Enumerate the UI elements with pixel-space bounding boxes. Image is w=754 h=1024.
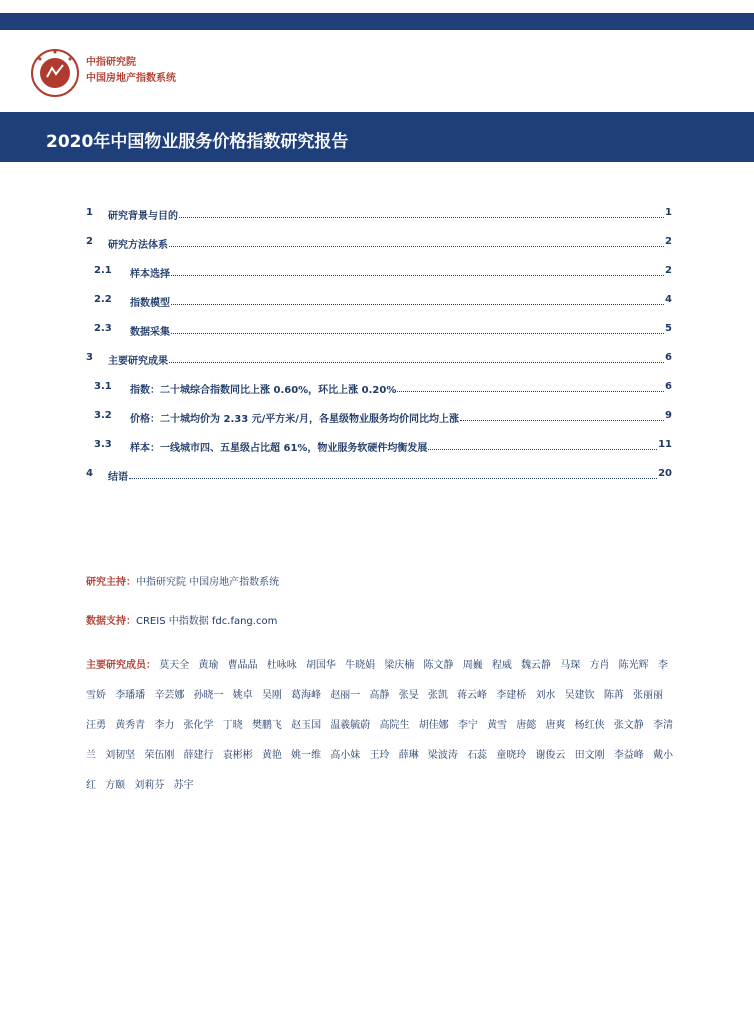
member-name: 张丽丽: [633, 690, 663, 701]
toc-entry[interactable]: [86, 410, 672, 439]
member-name: 周巍: [462, 660, 483, 671]
toc-number: 3.3: [94, 439, 112, 450]
member-name: 姚卓: [232, 690, 253, 701]
member-name: 马琛: [560, 660, 581, 671]
member-name: 葛海峰: [291, 690, 322, 701]
toc-leader: [171, 265, 664, 276]
toc-label: 样本选择: [130, 269, 170, 280]
member-name: 孙晓一: [193, 690, 224, 701]
member-name: 辛芸娜: [154, 690, 185, 701]
page-title: 2020年中国物业服务价格指数研究报告: [46, 132, 349, 152]
toc-entry[interactable]: [86, 468, 672, 497]
member-name: 李力: [154, 720, 175, 731]
member-name: 丁晓: [222, 720, 243, 731]
toc-leader: [171, 294, 664, 305]
member-name: 童晓玲: [496, 750, 527, 761]
toc-page-number: 20: [658, 468, 672, 479]
member-name: 李益峰: [613, 750, 644, 761]
toc-leader: [460, 410, 664, 421]
member-name: 方肖: [589, 660, 610, 671]
member-name: 李建桥: [496, 690, 527, 701]
member-name: 黄瑜: [198, 660, 219, 671]
toc-label: 指数：二十城综合指数同比上涨 0.60%，环比上涨 0.20%: [130, 385, 397, 396]
member-name: 高静: [369, 690, 390, 701]
toc-label: 研究背景与目的: [108, 211, 178, 222]
member-name: 樊鹏飞: [251, 720, 282, 731]
org-name: 中指研究院: [86, 57, 136, 68]
toc-label: 指数模型: [130, 298, 170, 309]
toc-label: 主要研究成果: [108, 356, 168, 367]
research-host-key: 研究主持：: [86, 577, 136, 588]
toc-number: 3.2: [94, 410, 112, 421]
member-name: 胡佳娜: [418, 720, 449, 731]
member-name: 黄秀青: [115, 720, 146, 731]
toc-entry[interactable]: [86, 352, 672, 381]
member-name: 石蕊: [467, 750, 488, 761]
toc-page-number: 11: [658, 439, 672, 450]
member-name: 李璠璠: [115, 690, 146, 701]
member-name: 袁彬彬: [222, 750, 253, 761]
members-key: 主要研究成员：: [86, 660, 156, 671]
research-host-value: 中指研究院 中国房地产指数系统: [136, 577, 280, 588]
toc-page-number: 2: [665, 236, 672, 247]
toc-page-number: 6: [665, 381, 672, 392]
toc-page-number: 4: [665, 294, 672, 305]
toc-entry[interactable]: [86, 323, 672, 352]
member-name: 黄雪: [487, 720, 508, 731]
member-name: 陈光辉: [618, 660, 649, 671]
toc-label: 结语: [108, 472, 128, 483]
toc-label: 样本：一线城市四、五星级占比超 61%，物业服务软硬件均衡发展: [130, 443, 428, 454]
member-name: 赵玉国: [291, 720, 322, 731]
member-name: 汪勇: [86, 720, 106, 731]
member-name: 赵丽一: [330, 690, 361, 701]
member-name: 杜咏咏: [266, 660, 297, 671]
toc-number: 2: [86, 236, 93, 247]
member-name: 高院生: [379, 720, 410, 731]
member-name: 薛建行: [183, 750, 214, 761]
toc-leader: [129, 468, 657, 479]
member-name: 姚一维: [291, 750, 322, 761]
member-name: 张文静: [613, 720, 644, 731]
member-name: 唐爽: [545, 720, 566, 731]
member-name: 张化学: [183, 720, 214, 731]
member-name: 高小妹: [330, 750, 361, 761]
research-host: [86, 573, 279, 588]
toc-number: 2.1: [94, 265, 112, 276]
toc-number: 3: [86, 352, 93, 363]
toc-entry[interactable]: [86, 207, 672, 236]
toc-number: 2.3: [94, 323, 112, 334]
member-name: 陈文静: [423, 660, 454, 671]
member-name: 黄艳: [261, 750, 282, 761]
member-name: 戴小红: [86, 750, 673, 791]
toc-label: 价格：二十城均价为 2.33 元/平方米/月，各星级物业服务均价同比均上涨: [130, 414, 459, 425]
toc-entry[interactable]: [86, 236, 672, 265]
toc-entry[interactable]: [86, 439, 672, 468]
toc-leader: [428, 439, 657, 450]
toc-leader: [169, 236, 664, 247]
toc-page-number: 1: [665, 207, 672, 218]
org-system: 中国房地产指数系统: [86, 73, 176, 84]
member-name: 薛琳: [398, 750, 419, 761]
toc-page-number: 9: [665, 410, 672, 421]
member-name: 李雪娇: [86, 660, 668, 701]
member-name: 唐懿: [516, 720, 537, 731]
member-name: 苏宇: [173, 780, 194, 791]
member-name: 田文刚: [574, 750, 605, 761]
member-name: 温羲毓蔚: [330, 720, 371, 731]
data-support-value: CREIS 中指数据 fdc.fang.com: [136, 616, 278, 627]
member-name: 蒋云峰: [457, 690, 488, 701]
toc-page-number: 6: [665, 352, 672, 363]
member-name: 王玲: [369, 750, 390, 761]
member-name: 张旻: [398, 690, 419, 701]
member-name: 刘莉芬: [134, 780, 165, 791]
member-name: 荣伍刚: [144, 750, 175, 761]
table-of-contents: [86, 207, 672, 497]
toc-number: 3.1: [94, 381, 112, 392]
member-name: 梁庆楠: [384, 660, 415, 671]
top-bar: [0, 13, 754, 30]
member-name: 胡国华: [305, 660, 336, 671]
member-name: 程威: [491, 660, 512, 671]
toc-number: 4: [86, 468, 93, 479]
member-name: 刘韧坚: [105, 750, 136, 761]
member-name: 刘水: [535, 690, 556, 701]
toc-label: 研究方法体系: [108, 240, 168, 251]
toc-leader: [171, 323, 664, 334]
toc-number: 2.2: [94, 294, 112, 305]
toc-leader: [179, 207, 664, 218]
toc-label: 数据采集: [130, 327, 170, 338]
member-name: 杨红侠: [574, 720, 605, 731]
toc-page-number: 2: [665, 265, 672, 276]
member-name: 谢俊云: [535, 750, 566, 761]
member-name: 李清兰: [86, 720, 673, 761]
toc-entry[interactable]: [86, 265, 672, 294]
toc-page-number: 5: [665, 323, 672, 334]
toc-leader: [397, 381, 664, 392]
org-block: [86, 55, 176, 87]
toc-entry[interactable]: [86, 294, 672, 323]
member-name: 牛晓娟: [345, 660, 376, 671]
member-name: 曹晶晶: [227, 660, 258, 671]
member-name: 魏云静: [521, 660, 552, 671]
toc-leader: [169, 352, 664, 363]
data-support: [86, 612, 277, 627]
member-name: 张凯: [427, 690, 448, 701]
data-support-key: 数据支持：: [86, 616, 136, 627]
member-name: 方颐: [105, 780, 126, 791]
member-name: 吴刚: [261, 690, 282, 701]
member-name: 梁波涛: [427, 750, 458, 761]
members-list: [86, 651, 676, 801]
logo-icon: [30, 48, 80, 98]
member-name: 陈苒: [603, 690, 624, 701]
toc-number: 1: [86, 207, 93, 218]
member-name: 李宁: [457, 720, 478, 731]
toc-entry[interactable]: [86, 381, 672, 410]
member-name: 吴建钦: [564, 690, 595, 701]
member-name: 莫天全: [159, 660, 190, 671]
